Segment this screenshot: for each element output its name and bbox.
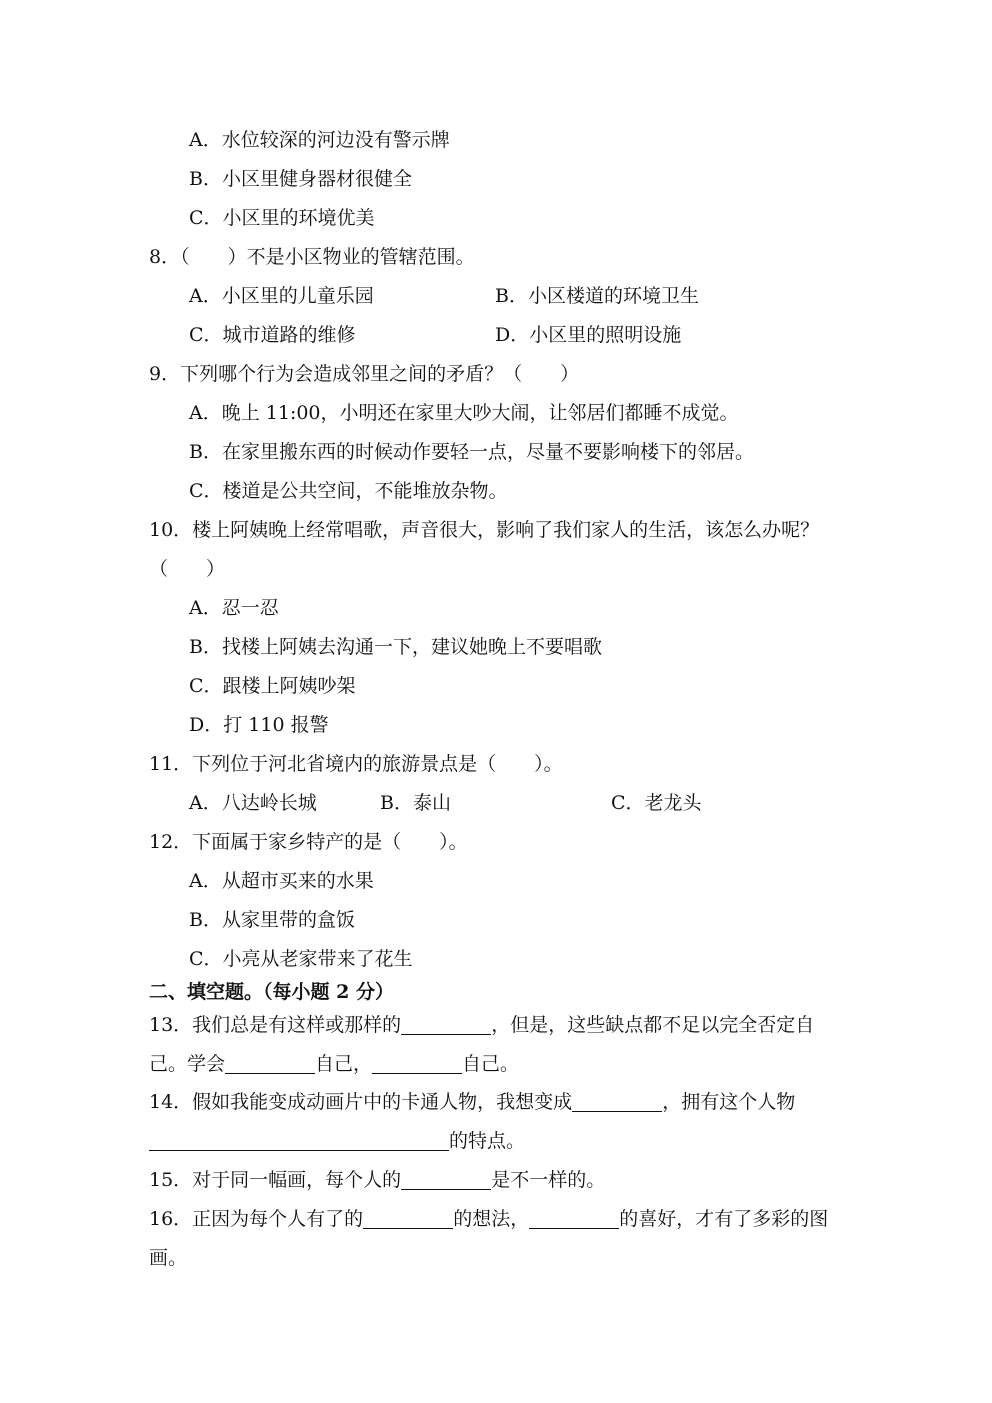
q9-stem: 9．下列哪个行为会造成邻里之间的矛盾？（ ） (149, 363, 580, 385)
q8-option-d: D．小区里的照明设施 (495, 324, 682, 346)
q13-line2 (149, 1051, 519, 1077)
q14-blank-1[interactable] (572, 1091, 662, 1112)
q14-text-2: ，拥有这个人物 (662, 1091, 796, 1113)
q13-text-1: 13．我们总是有这样或那样的 (149, 1014, 402, 1036)
q9-option-b: B．在家里搬东西的时候动作要轻一点，尽量不要影响楼下的邻居。 (189, 441, 754, 463)
q15-text-1: 15．对于同一幅画，每个人的 (149, 1169, 402, 1191)
q14-line1 (149, 1089, 795, 1115)
q10-option-a: A．忍一忍 (189, 597, 279, 619)
q13-blank-2[interactable] (225, 1053, 315, 1074)
q11-stem: 11．下列位于河北省境内的旅游景点是（ ）。 (149, 753, 563, 775)
q10-option-c: C．跟楼上阿姨吵架 (189, 675, 356, 697)
q16-text-3: 的喜好，才有了多彩的图 (619, 1208, 829, 1230)
q11-option-b: B．泰山 (380, 792, 451, 814)
q15-line (149, 1167, 605, 1193)
q14-text-1: 14．假如我能变成动画片中的卡通人物，我想变成 (149, 1091, 573, 1113)
q11-option-c: C．老龙头 (611, 792, 702, 814)
q15-text-2: 是不一样的。 (491, 1169, 606, 1191)
q13-line1 (149, 1012, 814, 1038)
q7-option-c: C．小区里的环境优美 (189, 207, 375, 229)
q16-line1 (149, 1206, 828, 1232)
q14-blank-2[interactable] (149, 1130, 449, 1151)
q8-option-a: A．小区里的儿童乐园 (189, 285, 374, 307)
q13-blank-1[interactable] (401, 1014, 491, 1035)
q13-text-2: ，但是，这些缺点都不足以完全否定自 (491, 1014, 815, 1036)
q9-option-c: C．楼道是公共空间，不能堆放杂物。 (189, 480, 508, 502)
q10-option-d: D．打 110 报警 (189, 714, 329, 736)
q12-stem: 12．下面属于家乡特产的是（ ）。 (149, 831, 468, 853)
q12-option-c: C．小亮从老家带来了花生 (189, 948, 413, 970)
q14-text-3: 的特点。 (449, 1130, 526, 1152)
q13-text-3: 己。学会 (149, 1053, 226, 1075)
q12-option-a: A．从超市买来的水果 (189, 870, 374, 892)
q10-stem: 10．楼上阿姨晚上经常唱歌，声音很大，影响了我们家人的生活，该怎么办呢？ (149, 519, 820, 541)
q16-text-2: 的想法， (453, 1208, 530, 1230)
q14-line2 (149, 1128, 525, 1154)
q7-option-b: B．小区里健身器材很健全 (189, 168, 412, 190)
q12-option-b: B．从家里带的盒饭 (189, 909, 355, 931)
q16-blank-2[interactable] (529, 1208, 619, 1229)
q13-text-4: 自己， (315, 1053, 373, 1075)
q16-line2: 画。 (149, 1247, 188, 1269)
q10-stem-cont: （ ） (149, 558, 226, 580)
q7-option-a: A．水位较深的河边没有警示牌 (189, 129, 450, 151)
q8-option-b: B．小区楼道的环境卫生 (495, 285, 699, 307)
q8-option-c: C．城市道路的维修 (189, 324, 356, 346)
q11-option-a: A．八达岭长城 (189, 792, 317, 814)
q16-blank-1[interactable] (363, 1208, 453, 1229)
q15-blank-1[interactable] (401, 1169, 491, 1190)
q9-option-a: A．晚上 11:00，小明还在家里大吵大闹，让邻居们都睡不成觉。 (189, 402, 739, 424)
q13-blank-3[interactable] (372, 1053, 462, 1074)
q13-text-5: 自己。 (462, 1053, 520, 1075)
section2-heading: 二、填空题。（每小题 2 分） (149, 981, 394, 1003)
q8-stem: 8．（ ）不是小区物业的管辖范围。 (149, 246, 475, 268)
q10-option-b: B．找楼上阿姨去沟通一下，建议她晚上不要唱歌 (189, 636, 602, 658)
q16-text-1: 16．正因为每个人有了的 (149, 1208, 364, 1230)
